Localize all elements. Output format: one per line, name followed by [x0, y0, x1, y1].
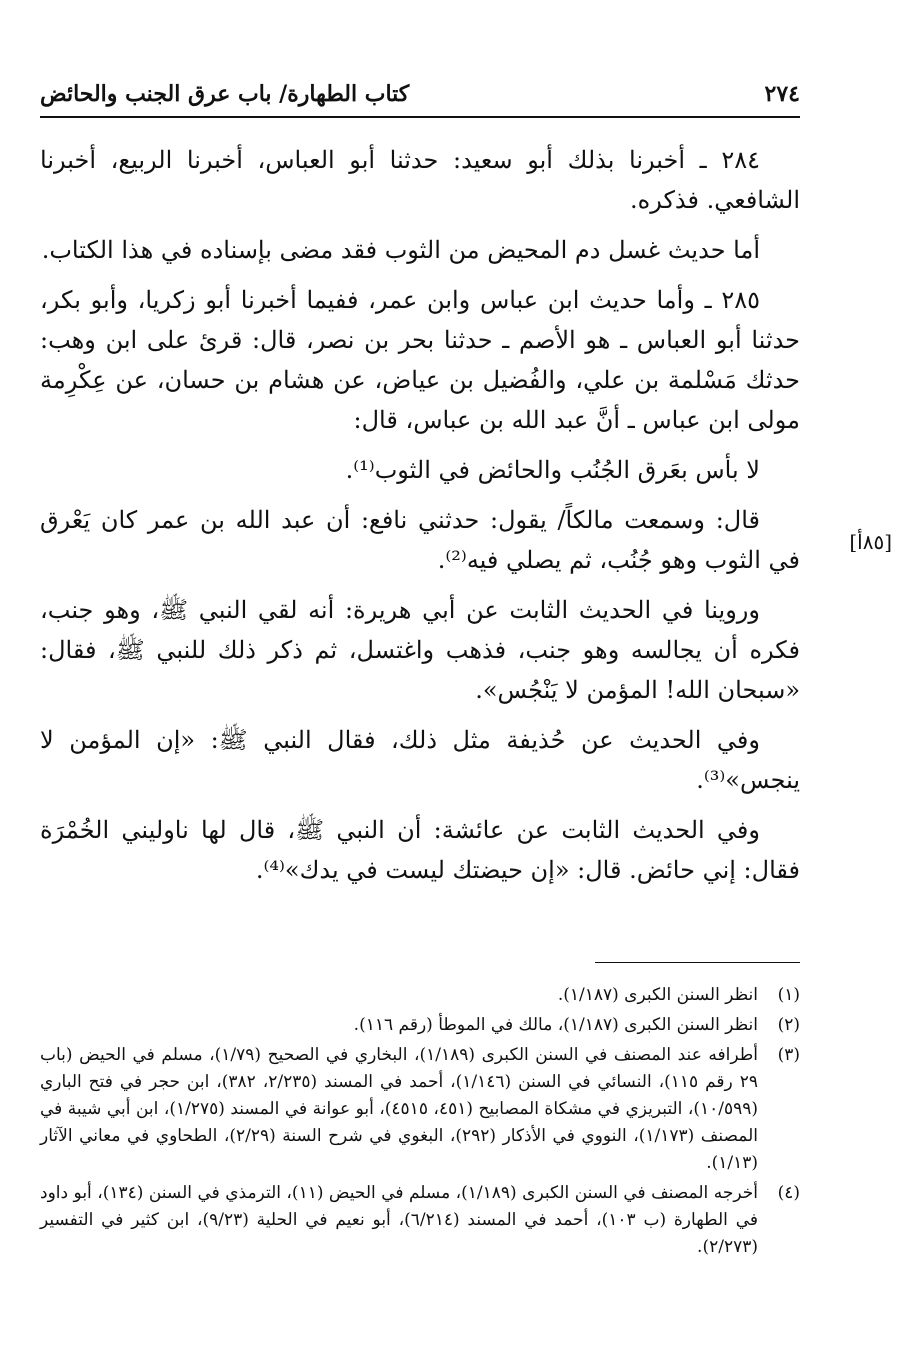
- paragraph-abu-hurayra: وروينا في الحديث الثابت عن أبي هريرة: أنه لقي النبي ﷺ، وهو جنب، فكره أن يجالسه وهو جنب، فذهب واغتسل، ثم ذكر ذلك للنبي ﷺ، فقال: «سبحان الله! المؤمن لا يَنْجُس».: [40, 596, 800, 704]
- footnote-number: (٢): [777, 1015, 800, 1035]
- paragraph-285: ٢٨٥ ـ وأما حديث ابن عباس وابن عمر، ففيما أخبرنا أبو زكريا، وأبو بكر، حدثنا أبو العباس ـ هو الأصم ـ حدثنا بحر بن نصر، قال: قرئ على ابن وهب: حدثك مَسْلمة بن علي، والفُضيل بن عياض، عن هشام بن حسان، عن عِكْرِمة مولى ابن عباس ـ أنَّ عبد الله بن عباس، قال:: [40, 286, 800, 434]
- manuscript-folio-note: [٨٥أ]: [849, 530, 892, 554]
- paragraph-hudhayfa: وفي الحديث عن حُذيفة مثل ذلك، فقال النبي ﷺ: «إن المؤمن لا ينجس»⁽³⁾.: [40, 726, 800, 794]
- main-text: [40, 140, 800, 900]
- footnote-text: أخرجه المصنف في السنن الكبرى (١/١٨٩)، مسلم في الحيض (١١)، الترمذي في السنن (١٣٤)، أبو داود في الطهارة (ب ١٠٣)، أحمد في المسند (٦/٢١٤)، أبو نعيم في الحلية (٩/٢٣)، ابن كثير في التفسير (٢/٢٧٣).: [40, 1183, 758, 1257]
- footnote: [40, 1180, 800, 1261]
- footnote-number: (٤): [777, 1183, 800, 1203]
- paragraph-menstrual-blood: أما حديث غسل دم المحيض من الثوب فقد مضى بإسناده في هذا الكتاب.: [41, 236, 760, 264]
- footnotes: [40, 982, 800, 1264]
- footnote-rule: [595, 962, 800, 963]
- header-rule: [40, 116, 800, 118]
- footnote: [40, 1012, 800, 1039]
- footnote-text: انظر السنن الكبرى (١/١٨٧)، مالك في الموطأ (رقم ١١٦).: [353, 1015, 758, 1035]
- page-number: ٢٧٤: [764, 81, 800, 107]
- paragraph-quote-ibn-abbas: لا بأس بعَرق الجُنُب والحائض في الثوب⁽¹⁾.: [345, 456, 760, 484]
- running-title: كتاب الطهارة/ باب عرق الجنب والحائض: [40, 81, 410, 107]
- paragraph-284: ٢٨٤ ـ أخبرنا بذلك أبو سعيد: حدثنا أبو العباس، أخبرنا الربيع، أخبرنا الشافعي. فذكره.: [40, 146, 800, 214]
- paragraph-aisha: وفي الحديث الثابت عن عائشة: أن النبي ﷺ، قال لها ناوليني الخُمْرَة فقال: إني حائض. قال: «إن حيضتك ليست في يدك»⁽⁴⁾.: [40, 816, 800, 884]
- footnote-text: أطرافه عند المصنف في السنن الكبرى (١/١٨٩)، البخاري في الصحيح (١/٧٩)، مسلم في الحيض (باب ٢٩ رقم ١١٥)، النسائي في السنن (١/١٤٦)، أحمد في المسند (٢/٢٣٥، ٣٨٢)، ابن حجر في فتح الباري (١٠/٥٩٩)، التبريزي في مشكاة المصابيح (٤٥١، ٤٥١٥)، أبو عوانة في المسند (١/٢٧٥)، ابن أبي شيبة في المصنف (١/١٧٣)، النووي في الأذكار (٢٩٢)، البغوي في شرح السنة (٢/٢٩)، الطحاوي في معاني الآثار (١/١٣).: [40, 1045, 759, 1173]
- footnote-number: (١): [777, 985, 800, 1005]
- footnote-number: (٣): [777, 1045, 800, 1065]
- footnote-text: انظر السنن الكبرى (١/١٨٧).: [557, 985, 758, 1005]
- book-page: [40, 0, 892, 1357]
- running-header: [40, 74, 800, 114]
- paragraph-malik: قال: وسمعت مالكاً/ يقول: حدثني نافع: أن عبد الله بن عمر كان يَعْرق في الثوب وهو جُنُب، ثم يصلي فيه⁽²⁾.: [40, 506, 800, 574]
- footnote: [40, 982, 800, 1009]
- footnote: [40, 1042, 800, 1177]
